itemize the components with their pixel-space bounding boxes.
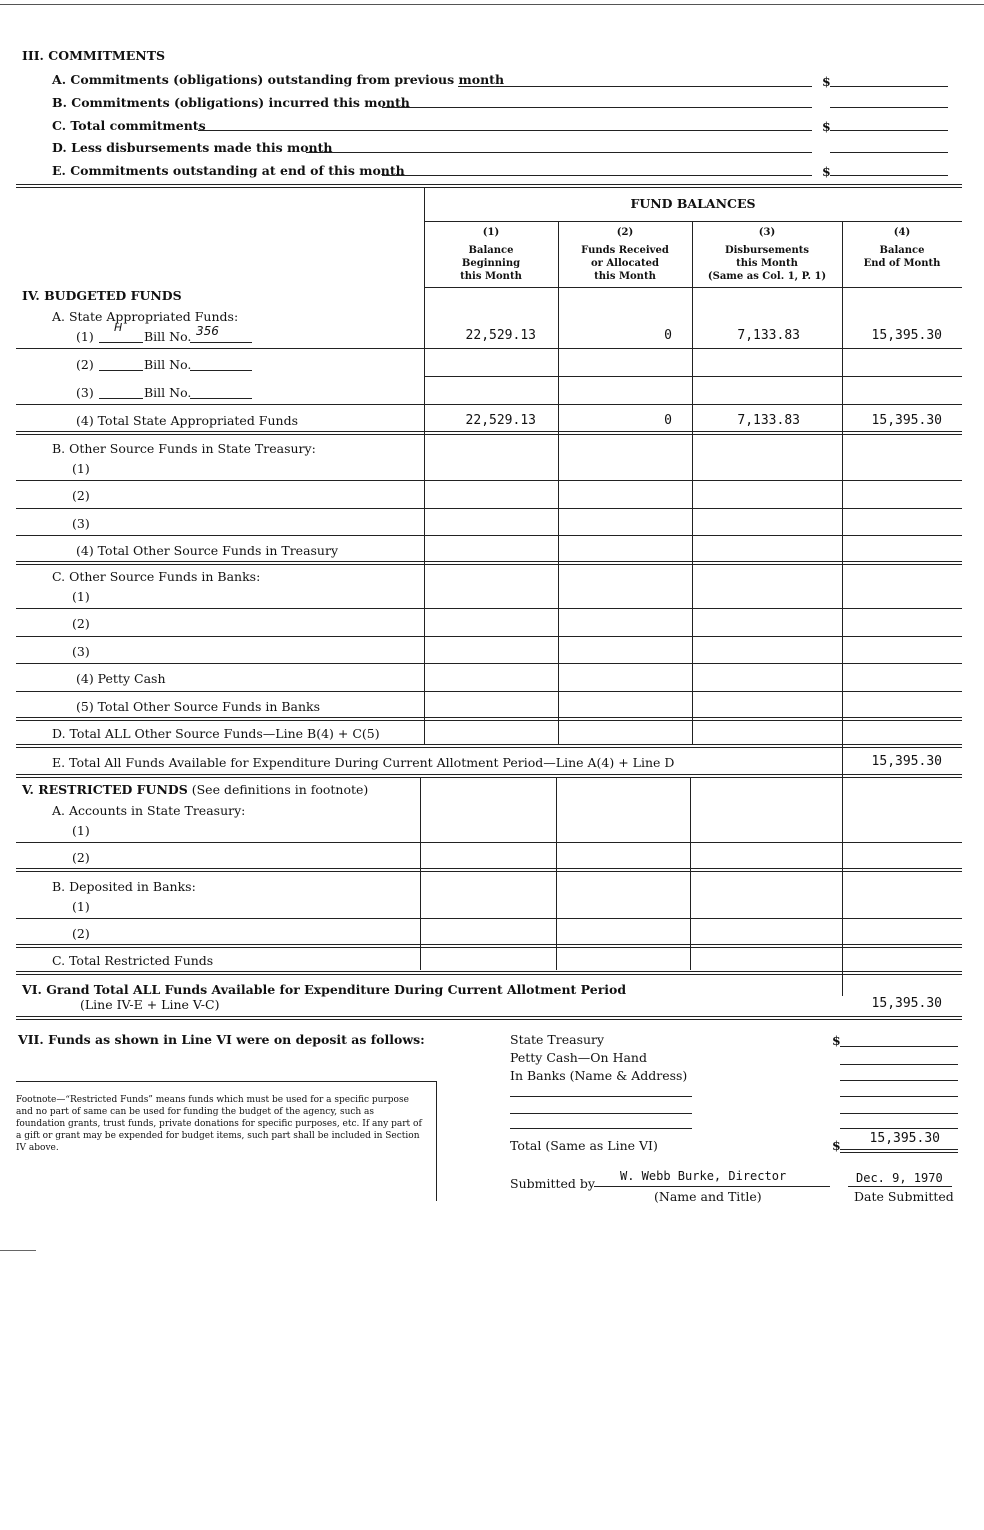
a1-house-line [99, 342, 143, 343]
budgeted-b-heading: B. Other Source Funds in State Treasury: [52, 441, 316, 456]
deposit-heading: VII. Funds as shown in Line VI were on deposit as follows: [18, 1032, 425, 1047]
b4-label: (4) Total Other Source Funds in Treasury [76, 543, 339, 558]
row-rule-v-b2 [16, 944, 962, 948]
a1-col4-value: 15,395.30 [871, 328, 942, 343]
deposit-total-rule [840, 1149, 958, 1153]
amount-line-d [830, 152, 948, 153]
dots-line-e [382, 175, 812, 176]
a1-house-mark: H [114, 321, 123, 334]
a1-bill-number: 356 [196, 324, 219, 338]
restricted-heading-wrap [22, 782, 368, 797]
row-rule-v-b1 [16, 918, 962, 919]
submission-date: Dec. 9, 1970 [856, 1171, 943, 1185]
amount-line-a [830, 86, 948, 87]
row-rule-v-a1 [16, 842, 962, 843]
row-rule-b4 [16, 561, 962, 565]
budgeted-e-label: E. Total All Funds Available for Expenditure During Current Allotment Period—Line A(4) + Line D [52, 755, 675, 770]
deposit-line-5 [840, 1113, 958, 1114]
table-vline-3 [692, 222, 693, 744]
commitments-line-c: C. Total commitments [52, 118, 206, 133]
commitments-line-d: D. Less disbursements made this month [52, 140, 333, 155]
deposit-in-banks: In Banks (Name & Address) [510, 1068, 688, 1083]
restricted-vline-3 [690, 778, 691, 970]
left-edge-mark [0, 1250, 36, 1251]
restricted-c-label: C. Total Restricted Funds [52, 953, 214, 968]
restricted-heading-note: (See definitions in footnote) [191, 782, 369, 797]
a4-col4-value: 15,395.30 [871, 413, 942, 428]
row-rule-vi [16, 1016, 962, 1020]
dots-line-a [458, 86, 812, 87]
b1-number: (1) [72, 461, 90, 476]
restricted-b1-number: (1) [72, 899, 90, 914]
deposit-petty-cash: Petty Cash—On Hand [510, 1050, 647, 1065]
c3-number: (3) [72, 644, 90, 659]
a2-number: (2) [76, 357, 94, 372]
fund-balances-title: FUND BALANCES [630, 196, 756, 211]
row-rule-b1 [16, 480, 962, 481]
row-rule-a3 [16, 404, 962, 405]
a4-col3-value: 7,133.83 [737, 413, 800, 428]
row-rule-a2 [424, 376, 962, 377]
budgeted-a-heading: A. State Appropriated Funds: [52, 309, 239, 324]
deposit-line-1 [840, 1046, 958, 1047]
row-rule-a4 [16, 431, 962, 435]
a1-col3-value: 7,133.83 [737, 328, 800, 343]
a1-col1-value: 22,529.13 [465, 328, 536, 343]
a2-bill-line [190, 370, 252, 371]
dots-line-d [306, 152, 812, 153]
separator-commitments [16, 184, 962, 188]
deposit-state-treasury: State Treasury [510, 1032, 605, 1047]
a4-label: (4) Total State Appropriated Funds [76, 413, 298, 428]
a3-bill-line [190, 398, 252, 399]
amount-line-e [830, 175, 948, 176]
c4-label: (4) Petty Cash [76, 671, 166, 686]
restricted-b2-number: (2) [72, 926, 90, 941]
footnote-box-top [16, 1081, 436, 1082]
a1-bill-line [190, 342, 252, 343]
b3-number: (3) [72, 516, 90, 531]
a3-number: (3) [76, 385, 94, 400]
grand-total-line1: VI. Grand Total ALL Funds Available for Expenditure During Current Allotment Period [22, 982, 627, 997]
date-line [848, 1186, 952, 1187]
column-3-header: (3) Disbursements this Month (Same as Col. 1, P. 1) [707, 227, 827, 282]
deposit-line-4 [840, 1096, 958, 1097]
row-rule-c2 [16, 636, 962, 637]
restricted-vline-2 [556, 778, 557, 970]
c1-number: (1) [72, 589, 90, 604]
dollar-c: $ [822, 119, 831, 134]
a4-col2-value: 0 [664, 413, 672, 428]
a1-number: (1) [76, 329, 94, 344]
column-1-header: (1) Balance Beginning this Month [460, 227, 522, 282]
restricted-a2-number: (2) [72, 850, 90, 865]
deposit-line-2 [840, 1064, 958, 1065]
row-rule-a1 [16, 348, 962, 349]
row-rule-c3 [16, 663, 962, 664]
amount-line-b [830, 107, 948, 108]
bank-line-3 [510, 1128, 692, 1129]
c5-label: (5) Total Other Source Funds in Banks [76, 699, 321, 714]
grand-total-value: 15,395.30 [871, 996, 942, 1011]
restricted-a-heading: A. Accounts in State Treasury: [52, 803, 246, 818]
footnote-text: Footnote—“Restricted Funds” means funds which must be used for a specific purpose and no part of same can be used for funding the budget of the agency, such as foundation grants, trust funds, private donations for specific purposes, etc. If any part of a gift or grant may be expended for budget items, such part shall be included in Section IV above. [16, 1095, 422, 1153]
bank-line-2 [510, 1113, 692, 1114]
fund-balances-title-rule [424, 221, 962, 222]
budgeted-c-heading: C. Other Source Funds in Banks: [52, 569, 261, 584]
row-rule-b3 [16, 535, 962, 536]
dots-line-c [198, 130, 812, 131]
a2-house-line [99, 370, 143, 371]
deposit-total-value: 15,395.30 [869, 1131, 940, 1146]
row-rule-b2 [16, 508, 962, 509]
submitted-by-label: Submitted by [510, 1176, 595, 1191]
dollar-e: $ [822, 164, 831, 179]
a3-house-line [99, 398, 143, 399]
row-rule-d [16, 744, 962, 748]
a4-col1-value: 22,529.13 [465, 413, 536, 428]
column-2-header: (2) Funds Received or Allocated this Month [581, 227, 669, 282]
deposit-dollar-total: $ [832, 1138, 841, 1153]
row-rule-v-c [16, 971, 962, 975]
deposit-line-6 [840, 1128, 958, 1129]
e-col4-value: 15,395.30 [871, 754, 942, 769]
dots-line-b [382, 107, 812, 108]
deposit-dollar-1: $ [832, 1033, 841, 1048]
b2-number: (2) [72, 488, 90, 503]
restricted-vline-1 [420, 778, 421, 970]
a1-col2-value: 0 [664, 328, 672, 343]
date-submitted-caption: Date Submitted [854, 1189, 954, 1204]
commitments-line-e: E. Commitments outstanding at end of this month [52, 163, 405, 178]
bank-line-1 [510, 1096, 692, 1097]
restricted-b-heading: B. Deposited in Banks: [52, 879, 196, 894]
commitments-line-b: B. Commitments (obligations) incurred this month [52, 95, 410, 110]
a1-bill-label: Bill No. [144, 329, 192, 344]
commitments-line-a: A. Commitments (obligations) outstanding from previous month [52, 72, 505, 87]
restricted-a1-number: (1) [72, 823, 90, 838]
submitted-by-line [594, 1186, 830, 1187]
deposit-line-3 [840, 1080, 958, 1081]
dollar-a: $ [822, 74, 831, 89]
row-rule-e [16, 774, 962, 778]
top-edge-line [0, 4, 984, 5]
budgeted-heading: IV. BUDGETED FUNDS [22, 288, 182, 303]
row-rule-c1 [16, 608, 962, 609]
a3-bill-label: Bill No. [144, 385, 192, 400]
submitted-by-name: W. Webb Burke, Director [620, 1169, 787, 1183]
row-rule-c5 [16, 717, 962, 721]
amount-line-c [830, 130, 948, 131]
row-rule-v-a2 [16, 868, 962, 872]
c2-number: (2) [72, 616, 90, 631]
restricted-heading: V. RESTRICTED FUNDS [22, 782, 188, 797]
footnote-box-right [436, 1081, 437, 1201]
grand-total-line2: (Line IV-E + Line V-C) [80, 997, 220, 1012]
column-4-header: (4) Balance End of Month [863, 227, 941, 269]
a2-bill-label: Bill No. [144, 357, 192, 372]
budgeted-d-label: D. Total ALL Other Source Funds—Line B(4) + C(5) [52, 726, 380, 741]
row-rule-c4 [16, 691, 962, 692]
commitments-heading: III. COMMITMENTS [22, 48, 166, 63]
column-header-rule [424, 287, 962, 288]
name-title-caption: (Name and Title) [654, 1189, 762, 1204]
deposit-total-label: Total (Same as Line VI) [510, 1138, 658, 1153]
table-vline-2 [558, 222, 559, 744]
